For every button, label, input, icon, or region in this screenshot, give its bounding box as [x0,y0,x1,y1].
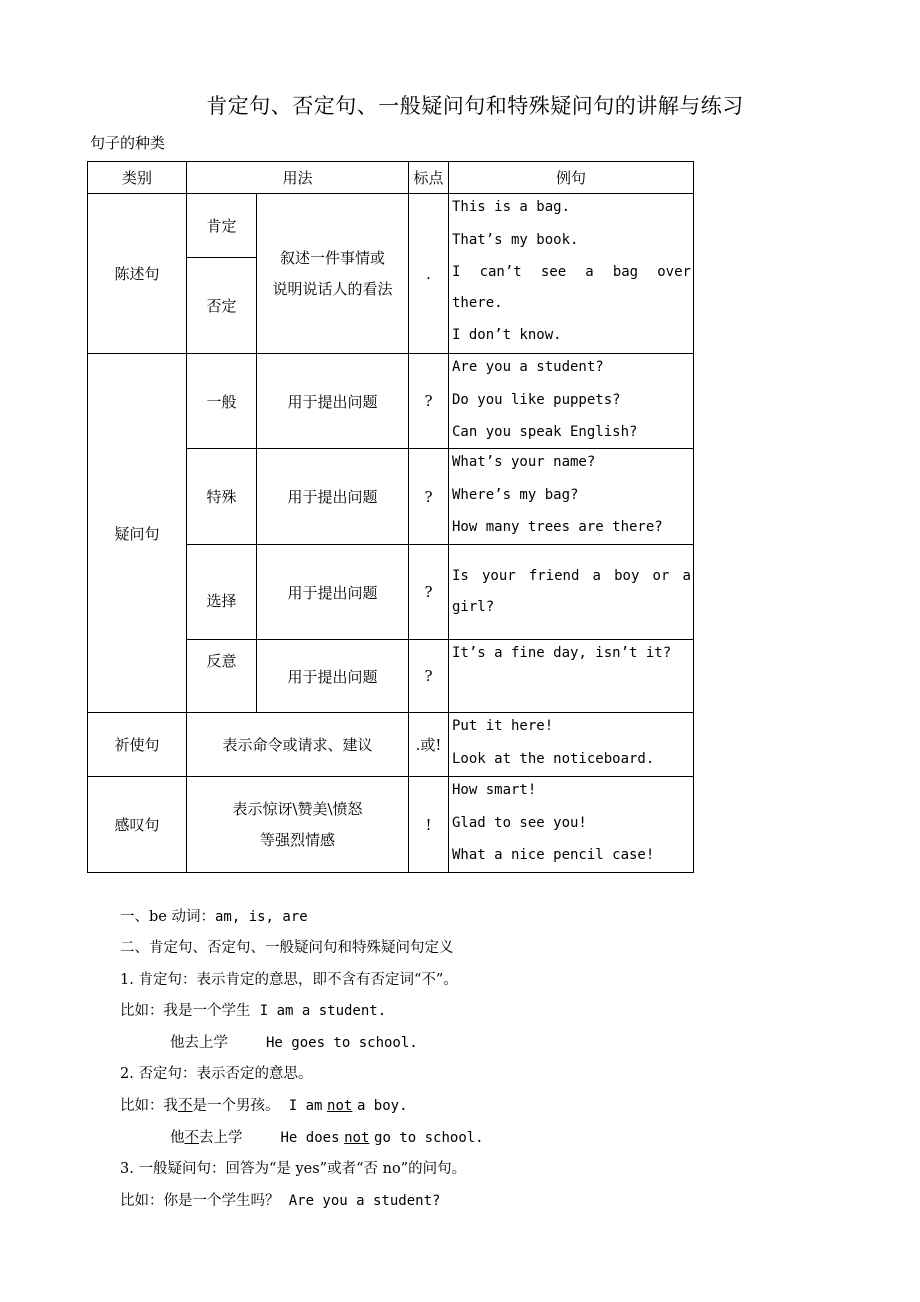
example-en: He goes to school. [266,1035,418,1051]
header-punct: 标点 [409,162,449,194]
example-en: He does [280,1130,340,1146]
exclamatory-usage [187,777,409,873]
example-line: Where’s my bag? [452,487,579,504]
example-word: a [682,568,691,585]
example-line: Look at the noticeboard. [452,751,655,768]
interrogative-choice-usage: 用于提出问题 [257,545,409,640]
yes-no-question-example [120,1189,440,1210]
yes-no-question-definition: 3. 一般疑问句：回答为“是 yes”或者“否 no”的问句。 [120,1161,467,1177]
affirmative-example-2 [170,1031,418,1052]
declarative-usage [257,194,409,354]
example-line: Put it here! [452,718,554,735]
example-line: there. [452,295,503,312]
interrogative-sub-general: 一般 [187,354,257,449]
example-word: or [652,568,670,585]
section-definitions-heading: 二、肯定句、否定句、一般疑问句和特殊疑问句定义 [120,940,454,956]
example-word: bag [612,263,639,280]
negative-example-2 [170,1126,484,1147]
example-line: Glad to see you! [452,815,587,832]
sentence-types-table [87,161,694,873]
affirmative-definition: 1. 肯定句：表示肯定的意思，即不含有否定词“不”。 [120,972,458,988]
example-word: a [592,568,601,585]
example-en: Are you a student? [288,1193,441,1209]
interrogative-special-punct: ? [409,449,449,545]
declarative-usage-line1: 叙述一件事情或 [279,248,385,267]
affirmative-example-1 [120,999,386,1020]
section-subtitle: 句子的种类 [90,134,166,152]
declarative-sub-negative: 否定 [187,258,257,354]
interrogative-tag-punct: ? [409,640,449,713]
interrogative-general-punct: ? [409,354,449,449]
example-word: Is [452,568,469,585]
interrogative-general-examples [449,354,694,449]
example-word: your [481,568,516,585]
example-word: friend [528,568,580,585]
example-line: Do you like puppets? [452,392,621,408]
declarative-category: 陈述句 [88,194,187,354]
interrogative-sub-special: 特殊 [187,449,257,545]
example-line: How many trees are there? [452,519,663,536]
example-word: a [585,263,594,280]
be-verbs-list: am, is, are [214,909,308,925]
interrogative-choice-examples [449,545,694,640]
example-word: can’t [479,263,522,280]
page-title: 肯定句、否定句、一般疑问句和特殊疑问句的讲解与练习 [206,94,744,118]
example-cn: 比如：我 [120,1098,178,1114]
be-verbs-label: 一、be 动词： [120,909,215,925]
example-line: What’s your name? [452,454,596,471]
header-category: 类别 [88,162,187,194]
example-line: It’s a fine day, isn’t it? [452,645,672,662]
imperative-punct: .或! [409,713,449,777]
example-cn: 去上学 [199,1130,243,1146]
interrogative-tag-examples [449,640,694,713]
example-line: What a nice pencil case! [452,847,655,864]
example-line-justified [449,257,693,289]
exclamatory-punct: ! [409,777,449,873]
example-en: go to school. [374,1130,484,1146]
example-cn: 他 [170,1130,185,1146]
example-line: girl? [452,599,495,616]
example-word: boy [614,568,640,585]
declarative-punct: . [409,194,449,354]
imperative-category: 祈使句 [88,713,187,777]
exclamatory-usage-line1: 表示惊讶\赞美\愤怒 [232,799,363,818]
interrogative-sub-tag: 反意 [187,640,257,713]
declarative-usage-line2: 说明说话人的看法 [272,279,393,298]
example-line-justified [449,561,693,592]
declarative-sub-affirmative: 肯定 [187,194,257,258]
exclamatory-usage-line2: 等强烈情感 [259,830,335,849]
exclamatory-category: 感叹句 [88,777,187,873]
interrogative-special-usage: 用于提出问题 [257,449,409,545]
exclamatory-examples [449,777,694,873]
example-en: I am a student. [259,1003,387,1019]
negation-word: 不 [184,1130,199,1146]
interrogative-general-usage: 用于提出问题 [257,354,409,449]
example-word: see [540,263,567,280]
declarative-examples [449,194,694,354]
negation-word-en: not [344,1130,370,1146]
imperative-examples [449,713,694,777]
negative-example-1 [120,1094,408,1115]
example-en: I am [288,1098,323,1114]
interrogative-tag-usage: 用于提出问题 [257,640,409,713]
example-line: That’s my book. [452,232,579,248]
example-cn: 是一个男孩。 [192,1098,280,1114]
table-header-row [88,162,694,194]
section-be-verbs [120,905,308,926]
example-line: Can you speak English? [452,423,638,440]
interrogative-special-examples [449,449,694,545]
interrogative-sub-choice: 选择 [187,545,257,640]
negation-word-en: not [327,1098,353,1114]
negation-word: 不 [178,1098,193,1114]
example-line: This is a bag. [452,199,571,215]
example-en: a boy. [356,1098,408,1114]
example-line: Are you a student? [452,359,604,375]
example-word: I [452,263,461,280]
example-line: I don’t know. [452,327,562,344]
header-usage: 用法 [187,162,409,194]
example-cn: 他去上学 [170,1035,228,1051]
imperative-usage: 表示命令或请求、建议 [187,713,409,777]
negative-definition: 2. 否定句：表示否定的意思。 [120,1066,313,1082]
interrogative-choice-punct: ? [409,545,449,640]
example-line: How smart! [452,782,537,799]
example-word: over [657,263,691,280]
interrogative-category: 疑问句 [88,354,187,713]
example-cn: 比如：我是一个学生 [120,1003,251,1019]
header-example: 例句 [449,162,694,194]
example-cn: 比如：你是一个学生吗？ [120,1193,280,1209]
